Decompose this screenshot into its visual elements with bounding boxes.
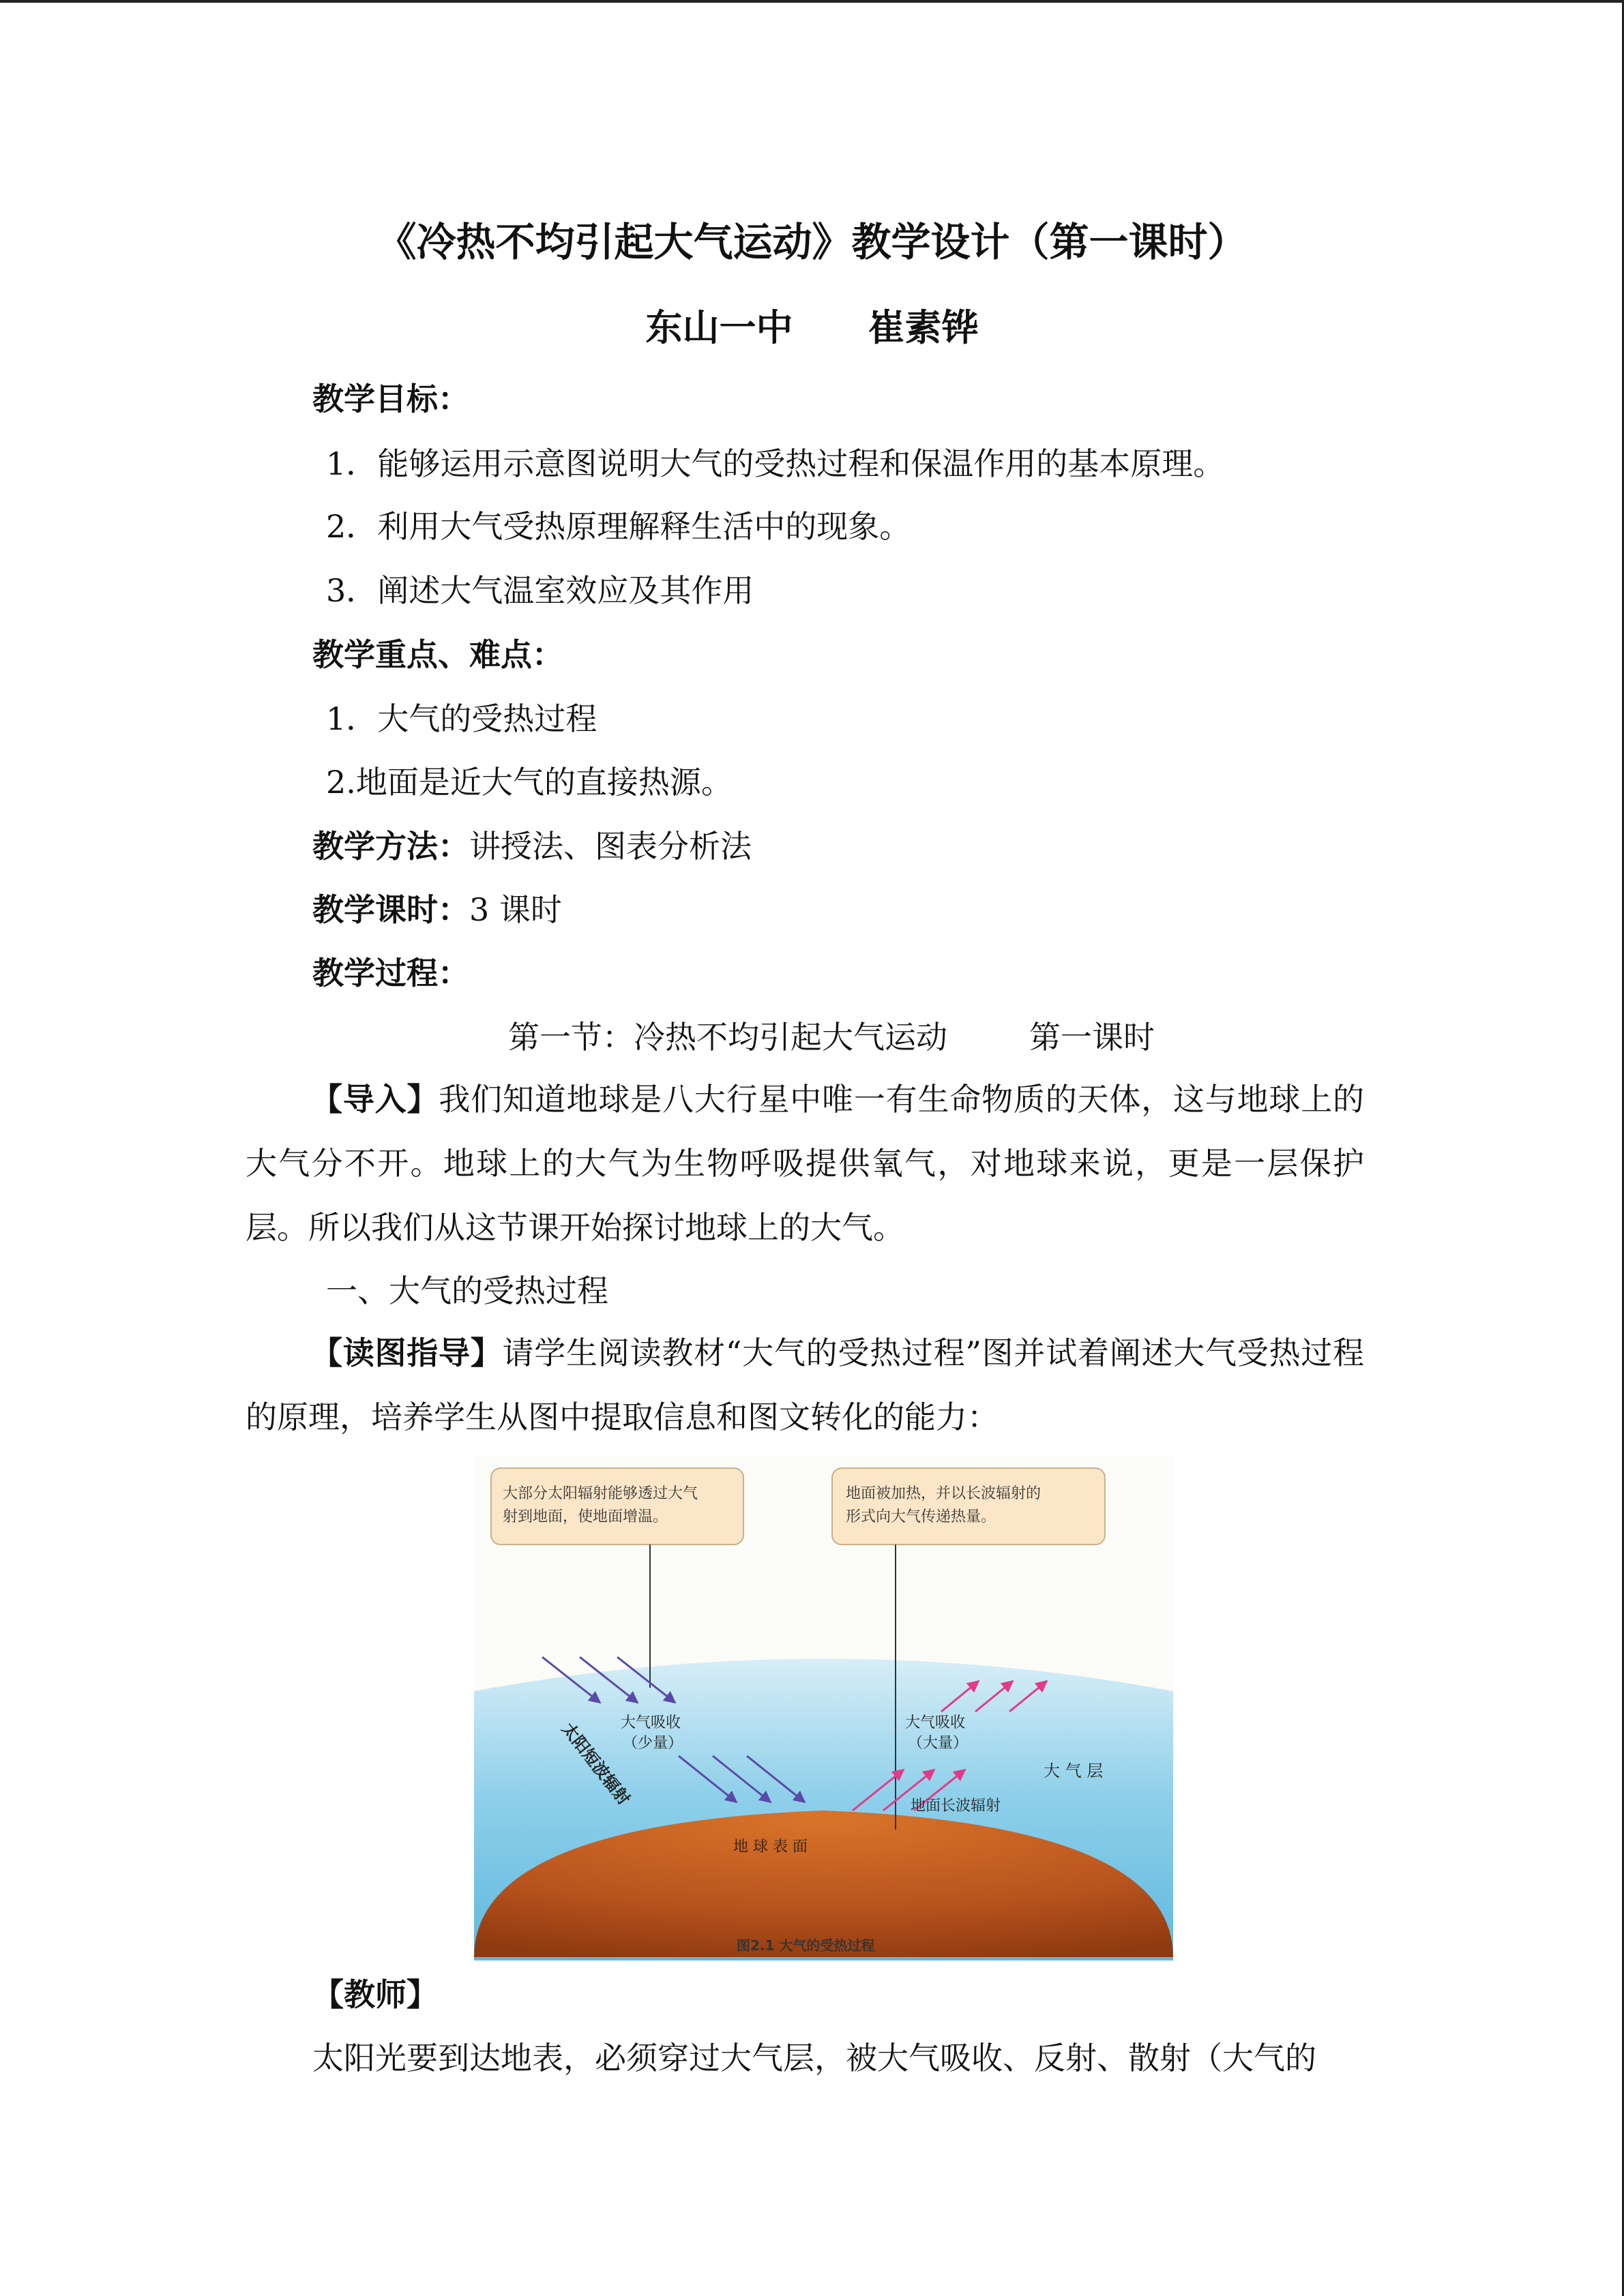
guide-label: 【读图指导】	[311, 1335, 503, 1371]
method-label: 教学方法：	[312, 828, 469, 865]
guide-text: 请学生阅读教材“大气的受热过程”图并试着阐述大气受热过程的原理，培养学生从图中提取信息和图文转化的能力：	[246, 1335, 1364, 1435]
author-name: 崔素铧	[868, 305, 979, 349]
callout-right-line: 形式向大气传递热量。	[846, 1508, 996, 1525]
intro-text: 我们知道地球是八大行星中唯一有生命物质的天体，这与地球上的大气分不开。地球上的大气为生物呼吸提供氧气，对地球来说，更是一层保护层。所以我们从这节课开始探讨地球上的大气。	[246, 1081, 1364, 1246]
objective-item: 3．阐述大气温室效应及其作用	[326, 572, 754, 609]
objective-item: 2．利用大气受热原理解释生活中的现象。	[326, 508, 911, 545]
objectives-heading: 教学目标：	[312, 381, 469, 417]
figure-caption: 图2.1 大气的受热过程	[737, 1937, 875, 1954]
intro-paragraph	[246, 1067, 1364, 1259]
school-name: 东山一中	[645, 305, 793, 349]
hours-line	[312, 889, 562, 930]
document-title: 《冷热不均引起大气运动》教学设计（第一课时）	[377, 219, 1247, 265]
method-line	[312, 826, 752, 867]
callout-box-right	[832, 1468, 1105, 1545]
method-value: 讲授法、图表分析法	[469, 828, 752, 865]
callout-left-line: 大部分太阳辐射能够透过大气	[503, 1485, 698, 1502]
atmosphere-label: 大 气 层	[1044, 1761, 1104, 1780]
objective-item: 1．能够运用示意图说明大气的受热过程和保温作用的基本原理。	[326, 445, 1225, 482]
keypoint-item: 1．大气的受热过程	[326, 700, 597, 737]
keypoints-heading: 教学重点、难点：	[312, 636, 563, 673]
teacher-text: 太阳光要到达地表，必须穿过大气层，被大气吸收、反射、散射（大气的	[312, 2040, 1316, 2076]
subheading: 一、大气的受热过程	[326, 1272, 608, 1309]
absorb-large-sub: （大量）	[908, 1735, 969, 1752]
intro-label: 【导入】	[311, 1081, 439, 1118]
absorb-small-sub: （少量）	[623, 1735, 683, 1752]
guide-paragraph	[246, 1321, 1364, 1449]
earth-surface-label: 地 球 表 面	[733, 1838, 808, 1855]
absorb-small-label: 大气吸收	[621, 1714, 681, 1731]
keypoint-item: 2.地面是近大气的直接热源。	[326, 764, 733, 801]
page-top-border	[0, 0, 1624, 3]
section-name: 第一节：冷热不均引起大气运动	[508, 1019, 947, 1056]
callout-left-line: 射到地面，使地面增温。	[503, 1508, 668, 1525]
teacher-label: 【教师】	[312, 1976, 438, 2013]
callout-box-left	[491, 1468, 743, 1545]
hours-value: 3 课时	[469, 891, 562, 928]
byline	[0, 299, 1624, 351]
callout-right-line: 地面被加热，并以长波辐射的	[846, 1485, 1042, 1502]
process-heading: 教学过程：	[312, 955, 469, 992]
atmosphere-heating-figure	[474, 1456, 1173, 1960]
hours-label: 教学课时：	[312, 891, 469, 928]
solar-radiation-label: 太阳短波辐射	[558, 1719, 634, 1809]
ground-radiation-label: 地面长波辐射	[911, 1798, 1001, 1815]
section-title	[508, 1017, 1155, 1058]
absorb-large-label: 大气吸收	[905, 1714, 966, 1731]
section-hour: 第一课时	[1029, 1019, 1155, 1056]
